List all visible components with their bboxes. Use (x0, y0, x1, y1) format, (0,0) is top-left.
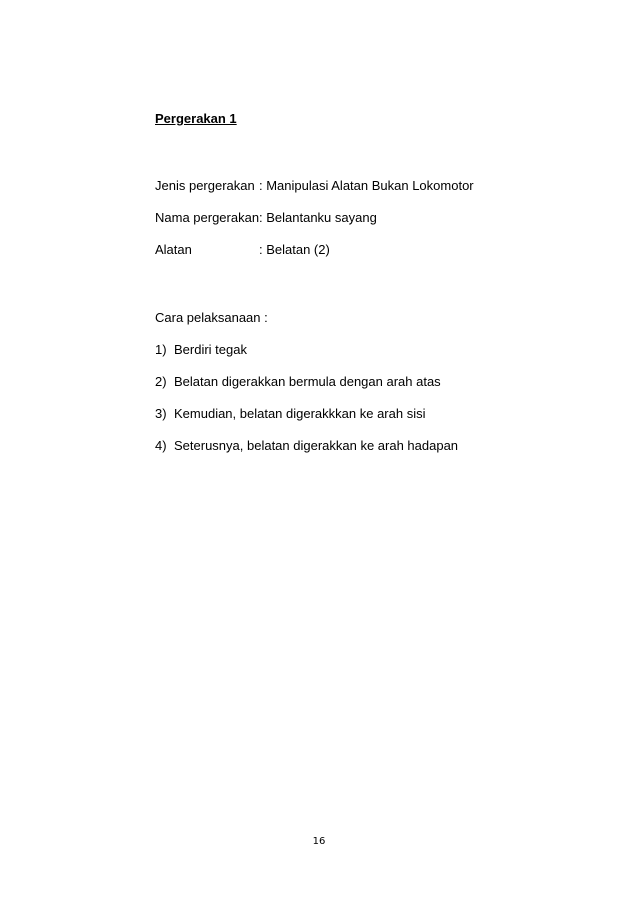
step-item (155, 374, 441, 390)
procedure-title: Cara pelaksanaan : (155, 310, 268, 325)
step-item (155, 342, 247, 358)
detail-label: Alatan (155, 242, 192, 257)
step-item (155, 406, 425, 422)
step-text: Berdiri tegak (174, 342, 247, 357)
step-number: 2) (155, 374, 167, 389)
detail-label: Nama pergerakan (155, 210, 260, 225)
page-number: 16 (312, 836, 326, 847)
step-text: Kemudian, belatan digerakkkan ke arah sisi (174, 406, 426, 421)
detail-value: : Manipulasi Alatan Bukan Lokomotor (259, 178, 474, 193)
detail-label: Jenis pergerakan (155, 178, 255, 193)
step-number: 1) (155, 342, 167, 357)
detail-value: : Belatan (2) (259, 242, 330, 257)
step-number: 3) (155, 406, 167, 421)
step-text: Belatan digerakkan bermula dengan arah atas (174, 374, 441, 389)
detail-row-alatan (155, 242, 330, 258)
step-item (155, 438, 458, 454)
section-heading: Pergerakan 1 (155, 111, 237, 126)
detail-value: : Belantanku sayang (259, 210, 377, 225)
detail-row-jenis (155, 178, 474, 194)
detail-row-nama (155, 210, 377, 226)
step-text: Seterusnya, belatan digerakkan ke arah hadapan (174, 438, 459, 453)
step-number: 4) (155, 438, 167, 453)
